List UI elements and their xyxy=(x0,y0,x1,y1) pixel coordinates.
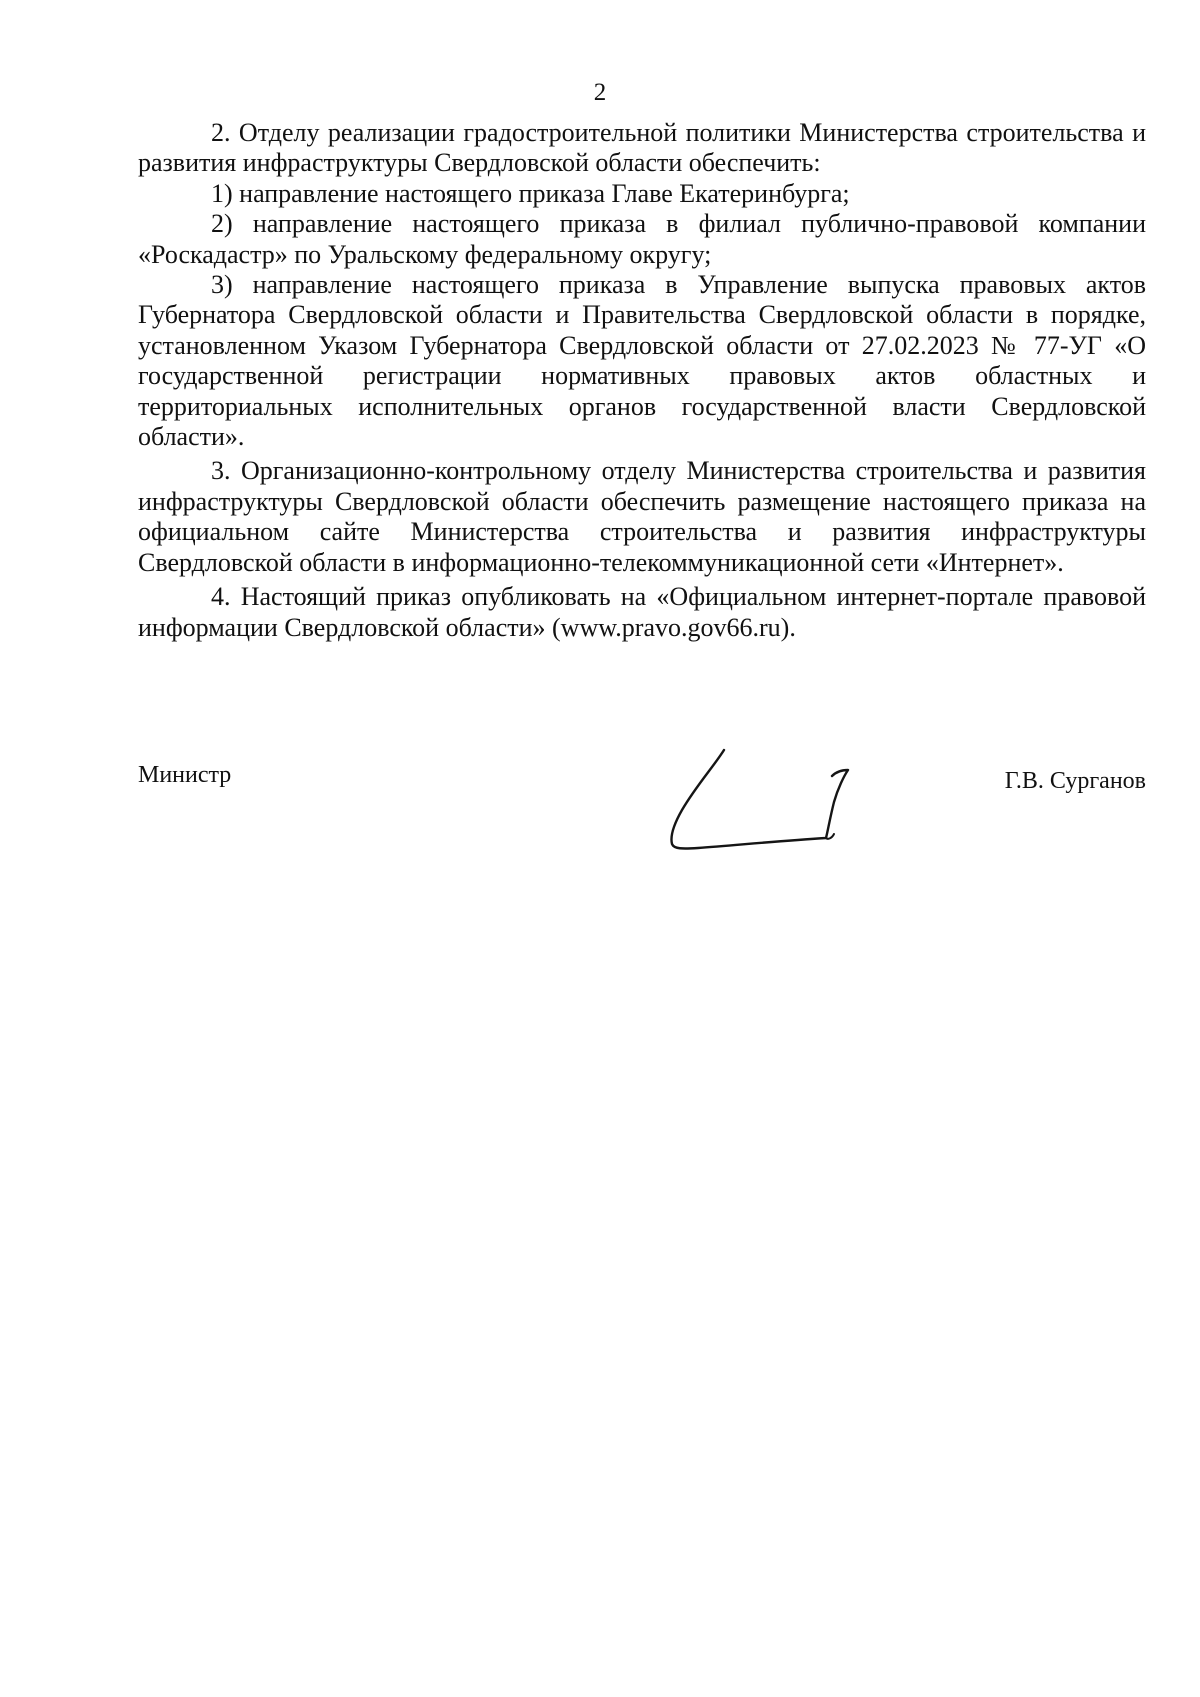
paragraph-subitem-1: 1) направление настоящего приказа Главе Екатеринбурга; xyxy=(211,178,850,208)
signatory-title: Министр xyxy=(138,762,232,788)
signatory-name: Г.В. Сурганов xyxy=(1004,768,1146,794)
handwritten-signature xyxy=(668,748,868,868)
paragraph-item-4: 4. Настоящий приказ опубликовать на «Официальном интернет-портале правовой информации Свердловской области» (www.pravo.gov66.ru). xyxy=(138,582,1146,642)
paragraph-item-3: 3. Организационно-контрольному отделу Министерства строительства и развития инфраструктуры Свердловской области обеспечить размещение настоящего приказа на официальном сайте Министерства строительства и развития инфраструктуры Свердловской области в информационно-телекоммуникационной сети «Интернет». xyxy=(138,456,1146,577)
signature-block xyxy=(138,748,1146,878)
paragraph-subitem-3: 3) направление настоящего приказа в Управление выпуска правовых актов Губернатора Свердловской области и Правительства Свердловской области в порядке, установленном Указом Губернатора Свердловской области от 27.02.2023 № 77-УГ «О государственной регистрации нормативных правовых актов областных и территориальных исполнительных органов государственной власти Свердловской области». xyxy=(138,270,1146,452)
paragraph-subitem-2: 2) направление настоящего приказа в филиал публично-правовой компании «Роскадастр» по Уральскому федеральному округу; xyxy=(138,209,1146,269)
paragraph-item-2: 2. Отделу реализации градостроительной политики Министерства строительства и развития инфраструктуры Свердловской области обеспечить: xyxy=(138,118,1146,178)
document-body xyxy=(138,118,1146,643)
page-number: 2 xyxy=(593,79,607,106)
